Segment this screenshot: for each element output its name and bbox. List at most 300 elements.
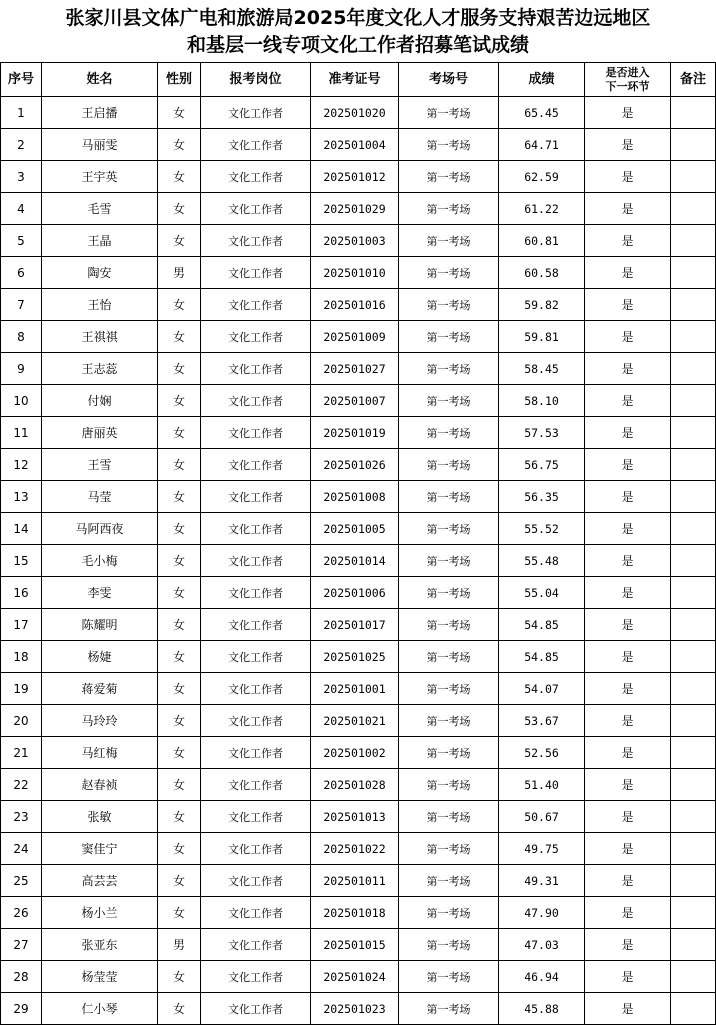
header-row: [1, 63, 716, 97]
cell-seq: 7: [1, 289, 42, 321]
cell-gender: 女: [158, 577, 201, 609]
title-line-2: 和基层一线专项文化工作者招募笔试成绩: [186, 34, 529, 56]
cell-ticket: 202501019: [311, 417, 399, 449]
cell-room: 第一考场: [399, 577, 499, 609]
table-row: [1, 865, 716, 897]
table-row: [1, 897, 716, 929]
cell-room: 第一考场: [399, 609, 499, 641]
cell-seq: 5: [1, 225, 42, 257]
cell-name: 王祺祺: [42, 321, 158, 353]
cell-room: 第一考场: [399, 129, 499, 161]
cell-next: 是: [585, 993, 671, 1025]
cell-seq: 17: [1, 609, 42, 641]
cell-ticket: 202501027: [311, 353, 399, 385]
cell-position: 文化工作者: [201, 673, 311, 705]
cell-gender: 女: [158, 321, 201, 353]
cell-next: 是: [585, 353, 671, 385]
table-row: [1, 737, 716, 769]
header-gender: 性别: [158, 63, 201, 97]
cell-score: 59.82: [499, 289, 585, 321]
cell-room: 第一考场: [399, 705, 499, 737]
table-row: [1, 705, 716, 737]
cell-room: 第一考场: [399, 833, 499, 865]
header-next-line-1: 是否进入: [605, 65, 650, 79]
cell-next: 是: [585, 385, 671, 417]
cell-name: 赵春祯: [42, 769, 158, 801]
header-position: 报考岗位: [201, 63, 311, 97]
cell-room: 第一考场: [399, 257, 499, 289]
cell-gender: 女: [158, 673, 201, 705]
cell-ticket: 202501028: [311, 769, 399, 801]
cell-position: 文化工作者: [201, 97, 311, 129]
cell-next: 是: [585, 929, 671, 961]
cell-room: 第一考场: [399, 961, 499, 993]
table-row: [1, 641, 716, 673]
cell-score: 58.10: [499, 385, 585, 417]
table-row: [1, 417, 716, 449]
cell-note: [671, 417, 716, 449]
cell-ticket: 202501011: [311, 865, 399, 897]
table-row: [1, 545, 716, 577]
cell-name: 窦佳宁: [42, 833, 158, 865]
cell-name: 蒋爱菊: [42, 673, 158, 705]
cell-gender: 男: [158, 257, 201, 289]
cell-room: 第一考场: [399, 161, 499, 193]
cell-note: [671, 801, 716, 833]
cell-score: 61.22: [499, 193, 585, 225]
cell-note: [671, 673, 716, 705]
cell-name: 马丽雯: [42, 129, 158, 161]
cell-score: 55.52: [499, 513, 585, 545]
header-next-line-2: 下一环节: [605, 79, 650, 93]
cell-name: 王宇英: [42, 161, 158, 193]
cell-gender: 女: [158, 801, 201, 833]
cell-next: 是: [585, 513, 671, 545]
cell-name: 马玲玲: [42, 705, 158, 737]
header-seq: 序号: [1, 63, 42, 97]
cell-gender: 女: [158, 545, 201, 577]
cell-position: 文化工作者: [201, 577, 311, 609]
cell-ticket: 202501005: [311, 513, 399, 545]
cell-next: 是: [585, 705, 671, 737]
cell-seq: 9: [1, 353, 42, 385]
table-row: [1, 385, 716, 417]
cell-score: 49.75: [499, 833, 585, 865]
cell-ticket: 202501014: [311, 545, 399, 577]
cell-gender: 女: [158, 161, 201, 193]
cell-ticket: 202501015: [311, 929, 399, 961]
cell-name: 张亚东: [42, 929, 158, 961]
cell-gender: 女: [158, 225, 201, 257]
header-ticket: 准考证号: [311, 63, 399, 97]
cell-name: 唐丽英: [42, 417, 158, 449]
cell-room: 第一考场: [399, 865, 499, 897]
cell-score: 53.67: [499, 705, 585, 737]
cell-room: 第一考场: [399, 289, 499, 321]
cell-note: [671, 129, 716, 161]
cell-next: 是: [585, 193, 671, 225]
cell-score: 55.04: [499, 577, 585, 609]
cell-next: 是: [585, 257, 671, 289]
cell-note: [671, 897, 716, 929]
cell-position: 文化工作者: [201, 609, 311, 641]
cell-room: 第一考场: [399, 545, 499, 577]
cell-room: 第一考场: [399, 993, 499, 1025]
cell-ticket: 202501025: [311, 641, 399, 673]
cell-position: 文化工作者: [201, 385, 311, 417]
cell-note: [671, 929, 716, 961]
cell-seq: 28: [1, 961, 42, 993]
cell-seq: 3: [1, 161, 42, 193]
cell-gender: 女: [158, 513, 201, 545]
cell-position: 文化工作者: [201, 353, 311, 385]
table-row: [1, 353, 716, 385]
cell-ticket: 202501018: [311, 897, 399, 929]
cell-seq: 1: [1, 97, 42, 129]
cell-seq: 12: [1, 449, 42, 481]
cell-note: [671, 961, 716, 993]
header-room: 考场号: [399, 63, 499, 97]
cell-name: 马红梅: [42, 737, 158, 769]
cell-seq: 25: [1, 865, 42, 897]
cell-name: 王志蕊: [42, 353, 158, 385]
cell-score: 46.94: [499, 961, 585, 993]
header-next: [585, 63, 671, 97]
cell-room: 第一考场: [399, 929, 499, 961]
cell-next: 是: [585, 833, 671, 865]
cell-score: 60.81: [499, 225, 585, 257]
cell-next: 是: [585, 801, 671, 833]
cell-ticket: 202501026: [311, 449, 399, 481]
header-score: 成绩: [499, 63, 585, 97]
cell-gender: 女: [158, 897, 201, 929]
cell-name: 杨婕: [42, 641, 158, 673]
cell-note: [671, 833, 716, 865]
table-row: [1, 225, 716, 257]
cell-note: [671, 353, 716, 385]
cell-position: 文化工作者: [201, 705, 311, 737]
cell-position: 文化工作者: [201, 833, 311, 865]
cell-note: [671, 385, 716, 417]
cell-note: [671, 545, 716, 577]
cell-next: 是: [585, 609, 671, 641]
cell-note: [671, 513, 716, 545]
cell-name: 高芸芸: [42, 865, 158, 897]
cell-ticket: 202501006: [311, 577, 399, 609]
cell-score: 62.59: [499, 161, 585, 193]
cell-seq: 2: [1, 129, 42, 161]
cell-ticket: 202501008: [311, 481, 399, 513]
table-row: [1, 321, 716, 353]
cell-score: 58.45: [499, 353, 585, 385]
cell-seq: 24: [1, 833, 42, 865]
cell-ticket: 202501012: [311, 161, 399, 193]
header-note: 备注: [671, 63, 716, 97]
cell-position: 文化工作者: [201, 801, 311, 833]
cell-seq: 14: [1, 513, 42, 545]
cell-next: 是: [585, 673, 671, 705]
cell-note: [671, 737, 716, 769]
cell-position: 文化工作者: [201, 481, 311, 513]
cell-position: 文化工作者: [201, 993, 311, 1025]
table-row: [1, 961, 716, 993]
cell-room: 第一考场: [399, 769, 499, 801]
cell-next: 是: [585, 545, 671, 577]
cell-ticket: 202501004: [311, 129, 399, 161]
cell-position: 文化工作者: [201, 513, 311, 545]
cell-gender: 女: [158, 705, 201, 737]
cell-seq: 6: [1, 257, 42, 289]
cell-position: 文化工作者: [201, 225, 311, 257]
cell-ticket: 202501024: [311, 961, 399, 993]
cell-seq: 16: [1, 577, 42, 609]
cell-next: 是: [585, 321, 671, 353]
cell-next: 是: [585, 961, 671, 993]
cell-note: [671, 161, 716, 193]
cell-ticket: 202501022: [311, 833, 399, 865]
table-row: [1, 289, 716, 321]
cell-score: 60.58: [499, 257, 585, 289]
cell-gender: 女: [158, 865, 201, 897]
cell-name: 付娴: [42, 385, 158, 417]
cell-note: [671, 193, 716, 225]
cell-next: 是: [585, 129, 671, 161]
cell-ticket: 202501029: [311, 193, 399, 225]
cell-name: 毛小梅: [42, 545, 158, 577]
cell-name: 毛雪: [42, 193, 158, 225]
cell-seq: 20: [1, 705, 42, 737]
cell-gender: 女: [158, 129, 201, 161]
cell-next: 是: [585, 225, 671, 257]
cell-next: 是: [585, 417, 671, 449]
cell-score: 52.56: [499, 737, 585, 769]
table-row: [1, 481, 716, 513]
cell-seq: 18: [1, 641, 42, 673]
table-row: [1, 257, 716, 289]
cell-next: 是: [585, 769, 671, 801]
cell-next: 是: [585, 865, 671, 897]
cell-score: 50.67: [499, 801, 585, 833]
cell-name: 杨小兰: [42, 897, 158, 929]
cell-position: 文化工作者: [201, 289, 311, 321]
cell-position: 文化工作者: [201, 769, 311, 801]
cell-name: 马阿西夜: [42, 513, 158, 545]
cell-ticket: 202501001: [311, 673, 399, 705]
cell-ticket: 202501003: [311, 225, 399, 257]
cell-room: 第一考场: [399, 481, 499, 513]
cell-seq: 13: [1, 481, 42, 513]
cell-score: 56.75: [499, 449, 585, 481]
cell-score: 57.53: [499, 417, 585, 449]
table-row: [1, 193, 716, 225]
cell-next: 是: [585, 481, 671, 513]
cell-name: 王启播: [42, 97, 158, 129]
cell-position: 文化工作者: [201, 737, 311, 769]
cell-gender: 女: [158, 609, 201, 641]
cell-position: 文化工作者: [201, 929, 311, 961]
cell-position: 文化工作者: [201, 129, 311, 161]
cell-ticket: 202501020: [311, 97, 399, 129]
cell-note: [671, 97, 716, 129]
cell-gender: 女: [158, 769, 201, 801]
cell-gender: 女: [158, 385, 201, 417]
cell-seq: 27: [1, 929, 42, 961]
cell-room: 第一考场: [399, 321, 499, 353]
cell-gender: 女: [158, 481, 201, 513]
cell-next: 是: [585, 97, 671, 129]
cell-ticket: 202501016: [311, 289, 399, 321]
cell-note: [671, 257, 716, 289]
cell-note: [671, 289, 716, 321]
cell-seq: 26: [1, 897, 42, 929]
cell-score: 59.81: [499, 321, 585, 353]
cell-room: 第一考场: [399, 97, 499, 129]
cell-score: 55.48: [499, 545, 585, 577]
cell-score: 56.35: [499, 481, 585, 513]
cell-score: 47.03: [499, 929, 585, 961]
cell-score: 54.85: [499, 641, 585, 673]
cell-name: 王晶: [42, 225, 158, 257]
cell-next: 是: [585, 449, 671, 481]
cell-position: 文化工作者: [201, 449, 311, 481]
cell-position: 文化工作者: [201, 641, 311, 673]
cell-note: [671, 481, 716, 513]
cell-ticket: 202501010: [311, 257, 399, 289]
cell-gender: 女: [158, 737, 201, 769]
cell-gender: 女: [158, 97, 201, 129]
table-row: [1, 801, 716, 833]
cell-gender: 男: [158, 929, 201, 961]
cell-room: 第一考场: [399, 193, 499, 225]
cell-room: 第一考场: [399, 353, 499, 385]
cell-note: [671, 705, 716, 737]
table-row: [1, 513, 716, 545]
cell-seq: 8: [1, 321, 42, 353]
table-row: [1, 769, 716, 801]
document-title: [0, 0, 716, 62]
cell-next: 是: [585, 289, 671, 321]
cell-room: 第一考场: [399, 801, 499, 833]
table-row: [1, 609, 716, 641]
cell-next: 是: [585, 641, 671, 673]
cell-ticket: 202501002: [311, 737, 399, 769]
cell-next: 是: [585, 737, 671, 769]
cell-note: [671, 993, 716, 1025]
cell-note: [671, 577, 716, 609]
cell-next: 是: [585, 577, 671, 609]
cell-score: 45.88: [499, 993, 585, 1025]
cell-seq: 22: [1, 769, 42, 801]
cell-room: 第一考场: [399, 225, 499, 257]
cell-name: 陶安: [42, 257, 158, 289]
cell-position: 文化工作者: [201, 193, 311, 225]
cell-score: 64.71: [499, 129, 585, 161]
cell-score: 54.07: [499, 673, 585, 705]
cell-seq: 10: [1, 385, 42, 417]
cell-seq: 4: [1, 193, 42, 225]
cell-name: 张敏: [42, 801, 158, 833]
cell-note: [671, 769, 716, 801]
cell-gender: 女: [158, 641, 201, 673]
cell-name: 杨莹莹: [42, 961, 158, 993]
table-row: [1, 129, 716, 161]
cell-position: 文化工作者: [201, 897, 311, 929]
cell-name: 仁小琴: [42, 993, 158, 1025]
cell-score: 54.85: [499, 609, 585, 641]
cell-room: 第一考场: [399, 737, 499, 769]
cell-seq: 21: [1, 737, 42, 769]
cell-name: 王雪: [42, 449, 158, 481]
cell-score: 51.40: [499, 769, 585, 801]
cell-gender: 女: [158, 417, 201, 449]
cell-gender: 女: [158, 289, 201, 321]
cell-next: 是: [585, 897, 671, 929]
cell-gender: 女: [158, 449, 201, 481]
cell-score: 47.90: [499, 897, 585, 929]
cell-name: 王怡: [42, 289, 158, 321]
cell-note: [671, 321, 716, 353]
cell-position: 文化工作者: [201, 257, 311, 289]
cell-note: [671, 641, 716, 673]
cell-room: 第一考场: [399, 417, 499, 449]
cell-position: 文化工作者: [201, 865, 311, 897]
table-row: [1, 673, 716, 705]
header-name: 姓名: [42, 63, 158, 97]
table-row: [1, 97, 716, 129]
table-row: [1, 929, 716, 961]
cell-ticket: 202501009: [311, 321, 399, 353]
table-row: [1, 577, 716, 609]
cell-position: 文化工作者: [201, 417, 311, 449]
table-row: [1, 449, 716, 481]
cell-room: 第一考场: [399, 641, 499, 673]
cell-ticket: 202501023: [311, 993, 399, 1025]
cell-room: 第一考场: [399, 449, 499, 481]
cell-name: 马莹: [42, 481, 158, 513]
cell-gender: 女: [158, 961, 201, 993]
cell-note: [671, 225, 716, 257]
cell-name: 李雯: [42, 577, 158, 609]
cell-seq: 29: [1, 993, 42, 1025]
cell-seq: 11: [1, 417, 42, 449]
cell-seq: 19: [1, 673, 42, 705]
cell-room: 第一考场: [399, 513, 499, 545]
cell-gender: 女: [158, 993, 201, 1025]
cell-note: [671, 865, 716, 897]
cell-gender: 女: [158, 193, 201, 225]
cell-note: [671, 449, 716, 481]
cell-score: 49.31: [499, 865, 585, 897]
table-row: [1, 161, 716, 193]
cell-position: 文化工作者: [201, 545, 311, 577]
cell-next: 是: [585, 161, 671, 193]
table-row: [1, 993, 716, 1025]
cell-gender: 女: [158, 833, 201, 865]
cell-ticket: 202501021: [311, 705, 399, 737]
cell-score: 65.45: [499, 97, 585, 129]
cell-position: 文化工作者: [201, 161, 311, 193]
cell-position: 文化工作者: [201, 961, 311, 993]
table-row: [1, 833, 716, 865]
cell-ticket: 202501017: [311, 609, 399, 641]
cell-note: [671, 609, 716, 641]
cell-room: 第一考场: [399, 897, 499, 929]
cell-room: 第一考场: [399, 385, 499, 417]
cell-gender: 女: [158, 353, 201, 385]
cell-ticket: 202501007: [311, 385, 399, 417]
title-line-1: 张家川县文体广电和旅游局2025年度文化人才服务支持艰苦边远地区: [65, 7, 651, 29]
cell-position: 文化工作者: [201, 321, 311, 353]
